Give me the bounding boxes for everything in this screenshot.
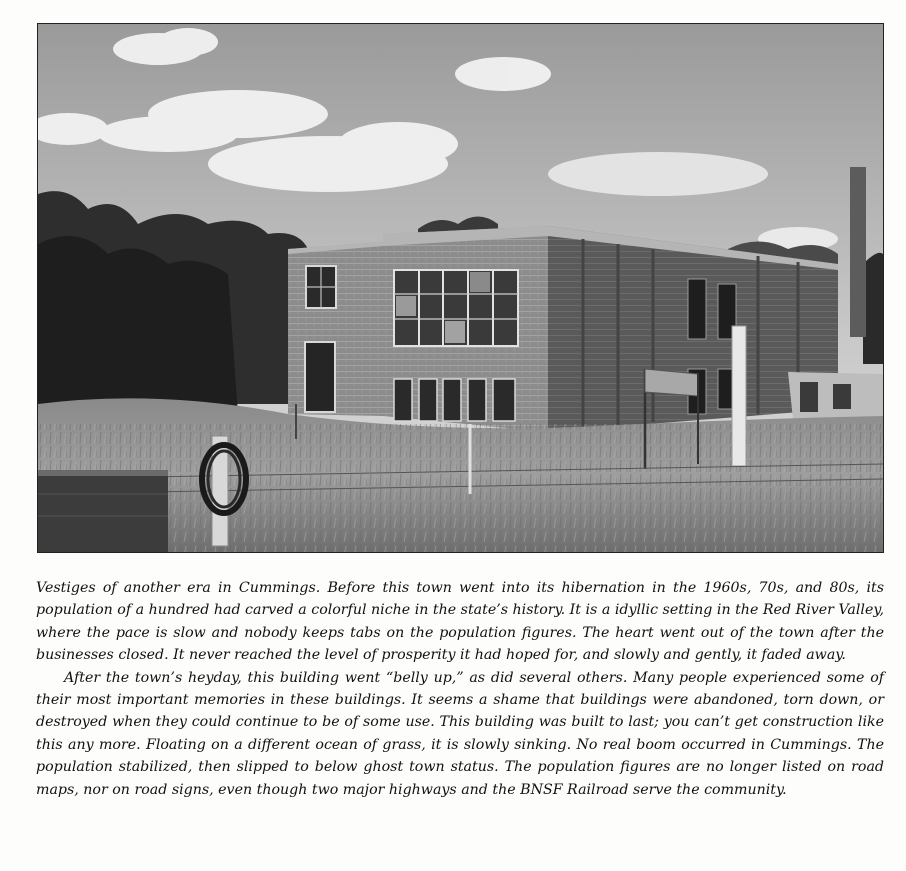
- caption-paragraph: Vestiges of another era in Cummings. Before this town went into its hibernation in the 1960s, 70s, and 80s, its population of a hundred had carved a colorful niche in the state’s history. It is a idyllic setting in the Red River Valley, where the pace is slow and nobody keeps tabs on the population figures. The heart went out of the town after the businesses closed. It never reached the level of prosperity it had hoped for, and slowly and gently, it faded away.: [36, 580, 884, 664]
- school-building-photo: [37, 23, 884, 553]
- white-pole: [732, 326, 746, 466]
- caption-paragraph: After the town’s heyday, this building went “belly up,” as did several others. Many people experienced some of their most important memories in these buildings. It seems a shame that buildings were abandoned, torn down, or destroyed when they could continue to be of some use. This building was built to last; you can’t get construction like this any more. Floating on a different ocean of grass, it is slowly sinking. No real boom occurred in Cummings. The population stabilized, then slipped to below ghost town status. The population figures are no longer listed on road maps, nor on road signs, even though two major highways and the BNSF Railroad serve the community.: [36, 669, 884, 798]
- photo-caption: [36, 577, 884, 801]
- wooden-box: [38, 470, 168, 552]
